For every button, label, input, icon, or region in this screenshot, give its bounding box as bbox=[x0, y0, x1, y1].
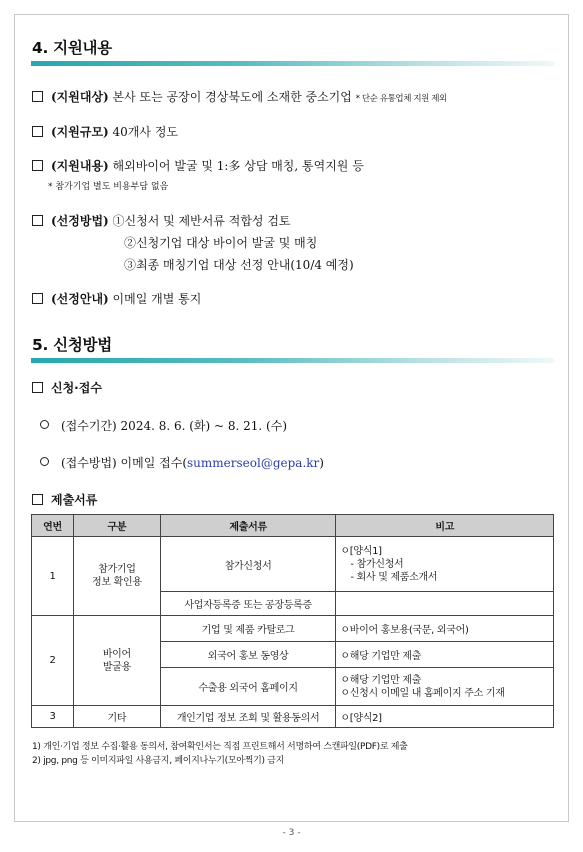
row-number: 1 bbox=[32, 537, 74, 616]
support-scale-item bbox=[32, 123, 178, 140]
document-cell: 기업 및 제품 카탈로그 bbox=[160, 616, 336, 642]
document-cell: 수출용 외국어 홈페이지 bbox=[160, 668, 336, 706]
documents-heading-text: 제출서류 bbox=[51, 493, 98, 507]
section-5-title: 5. 신청방법 bbox=[32, 336, 112, 354]
section-4-divider bbox=[31, 61, 554, 66]
item-text: 해외바이어 발굴 및 1:多 상담 매칭, 통역지원 등 bbox=[108, 159, 364, 173]
documents-heading bbox=[32, 491, 97, 508]
header-number: 연번 bbox=[32, 515, 74, 537]
header-remarks: 비고 bbox=[336, 515, 554, 537]
section-5-divider bbox=[31, 358, 554, 363]
page-number: - 3 - bbox=[282, 828, 301, 838]
support-content-item bbox=[32, 157, 364, 174]
application-method bbox=[40, 454, 324, 471]
row-category bbox=[73, 537, 160, 616]
selection-notice-item bbox=[32, 290, 201, 307]
table-row bbox=[32, 706, 554, 728]
category-line: 발굴용 bbox=[102, 661, 131, 673]
item-label: (선정방법) bbox=[51, 214, 109, 228]
support-target-item bbox=[32, 88, 447, 105]
remark-line: ㅇ신청시 이메일 내 홈페이지 주소 기재 bbox=[340, 687, 505, 699]
selection-method-step-3: ③최종 매칭기업 대상 선정 안내(10/4 예정) bbox=[124, 258, 354, 272]
circle-bullet-icon bbox=[40, 457, 49, 466]
category-line: 정보 확인용 bbox=[92, 577, 142, 588]
document-cell: 사업자등록증 또는 공장등록증 bbox=[160, 592, 336, 616]
remark-line: - 참가신청서 bbox=[350, 558, 404, 570]
remark-cell bbox=[336, 668, 554, 706]
application-period bbox=[40, 417, 287, 434]
selection-method-item bbox=[32, 212, 291, 229]
header-category: 구분 bbox=[73, 515, 160, 537]
item-text: 본사 또는 공장이 경상북도에 소재한 중소기업 bbox=[108, 90, 352, 104]
item-label: (지원내용) bbox=[51, 159, 109, 173]
document-cell: 개인기업 정보 조회 및 활용동의서 bbox=[160, 706, 336, 728]
apply-heading-text: 신청·접수 bbox=[51, 381, 102, 395]
item-text: 40개사 정도 bbox=[108, 125, 179, 139]
item-note: * 단순 유통업체 지원 제외 bbox=[355, 94, 447, 104]
row-category bbox=[73, 616, 160, 706]
selection-method-step-2: ②신청기업 대상 바이어 발굴 및 매칭 bbox=[124, 236, 318, 250]
remark-cell: ㅇ해당 기업만 제출 bbox=[336, 642, 554, 668]
section-4-title: 4. 지원내용 bbox=[32, 39, 112, 57]
checkbox-square-icon bbox=[32, 126, 43, 137]
period-label: (접수기간) bbox=[61, 419, 117, 433]
row-number: 3 bbox=[32, 706, 74, 728]
remark-cell: ㅇ바이어 홍보용(국문, 외국어) bbox=[336, 616, 554, 642]
method-close: ) bbox=[319, 456, 324, 470]
remark-line: ㅇ해당 기업만 제출 bbox=[340, 674, 422, 686]
checkbox-square-icon bbox=[32, 215, 43, 226]
method-value: 이메일 접수( bbox=[116, 456, 188, 470]
checkbox-square-icon bbox=[32, 494, 43, 505]
apply-heading bbox=[32, 379, 102, 396]
item-text: ①신청서 및 제반서류 적합성 검토 bbox=[108, 214, 291, 228]
method-label: (접수방법) bbox=[61, 456, 117, 470]
remark-line: ㅇ[양식1] bbox=[340, 545, 382, 557]
remark-cell bbox=[336, 592, 554, 616]
footnote-2: 2) jpg, png 등 이미지파일 사용금지, 페이지나누기(모아찍기) 금지 bbox=[32, 756, 285, 766]
item-text: 이메일 개별 통지 bbox=[108, 292, 202, 306]
footnote-1: 1) 개인·기업 정보 수집·활용 동의서, 참여확인서는 직접 프린트해서 서명하여 스캔파일(PDF)로 제출 bbox=[32, 742, 408, 752]
checkbox-square-icon bbox=[32, 293, 43, 304]
document-cell: 참가신청서 bbox=[160, 537, 336, 592]
item-label: (지원대상) bbox=[51, 90, 109, 104]
remark-cell bbox=[336, 537, 554, 592]
checkbox-square-icon bbox=[32, 160, 43, 171]
category-line: 참가기업 bbox=[98, 564, 136, 575]
document-cell: 외국어 홍보 동영상 bbox=[160, 642, 336, 668]
row-category: 기타 bbox=[73, 706, 160, 728]
table-row bbox=[32, 537, 554, 592]
header-documents: 제출서류 bbox=[160, 515, 336, 537]
category-line: 바이어 bbox=[102, 648, 131, 660]
remark-cell: ㅇ[양식2] bbox=[336, 706, 554, 728]
item-label: (지원규모) bbox=[51, 125, 109, 139]
row-number: 2 bbox=[32, 616, 74, 706]
contact-email-link[interactable]: summerseol@gepa.kr bbox=[187, 456, 320, 470]
circle-bullet-icon bbox=[40, 420, 49, 429]
checkbox-square-icon bbox=[32, 91, 43, 102]
remark-line: - 회사 및 제품소개서 bbox=[350, 571, 438, 583]
table-header-row bbox=[32, 515, 554, 537]
required-documents-table bbox=[31, 514, 554, 728]
period-value: 2024. 8. 6. (화) ~ 8. 21. (수) bbox=[116, 419, 288, 433]
checkbox-square-icon bbox=[32, 382, 43, 393]
table-row bbox=[32, 616, 554, 642]
support-content-subnote: * 참가기업 별도 비용부담 없음 bbox=[48, 182, 169, 192]
item-label: (선정안내) bbox=[51, 292, 109, 306]
